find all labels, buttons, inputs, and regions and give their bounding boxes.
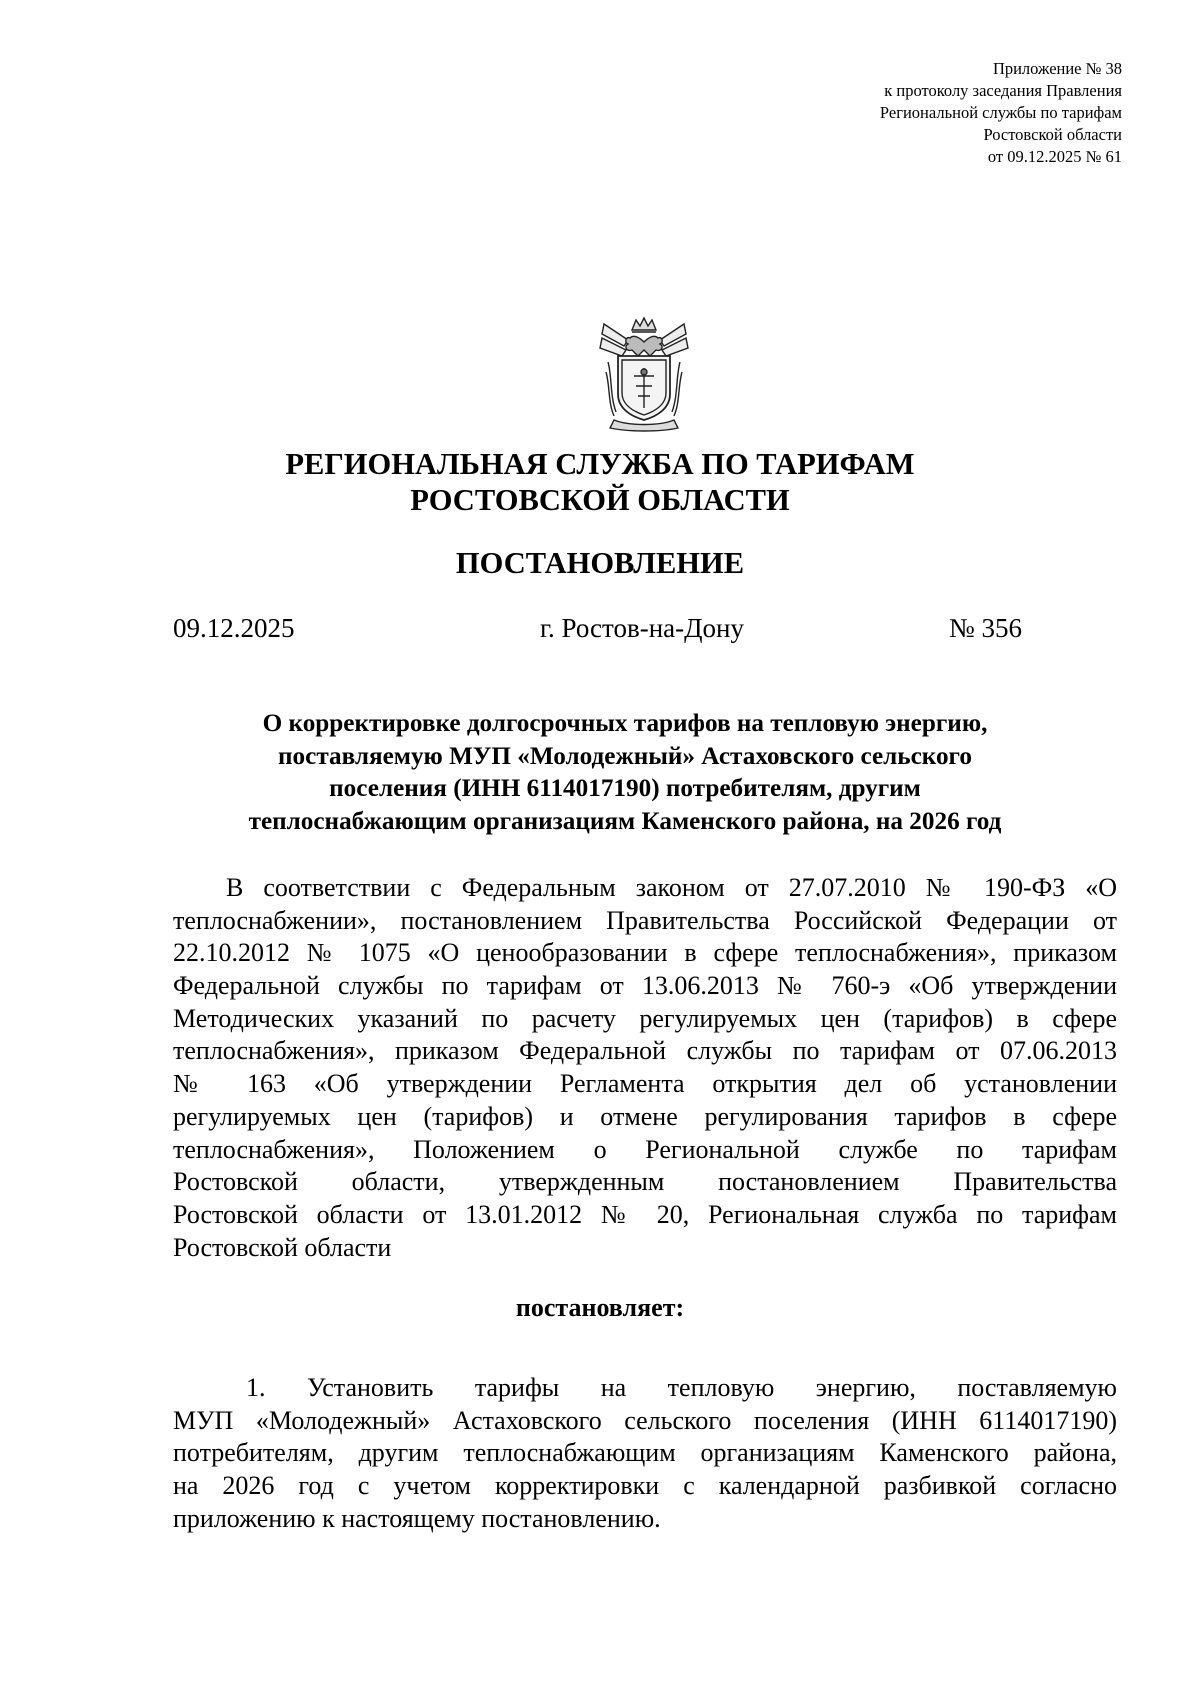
appendix-line: Приложение № 38 [992,59,1122,78]
organization-title-line: РЕГИОНАЛЬНАЯ СЛУЖБА ПО ТАРИФАМ [285,447,915,481]
preamble-line: Методических указаний по расчету регулируемых цен (тарифов) в сфере [173,1003,1117,1033]
resolution-item-1 [173,1372,1117,1535]
item-word: тарифы [474,1373,560,1402]
preamble-line: 22.10.2012 № 1075 «О ценообразовании в сфере теплоснабжения», приказом [173,938,1117,968]
preamble-line: № 163 «Об утверждении Регламента открытия дел об установлении [173,1069,1117,1099]
appendix-line: Региональной службы по тарифам [879,103,1122,122]
coat-of-arms-icon [598,316,690,432]
organization-title [0,446,1200,518]
subject-line: поставляемую МУП «Молодежный» Астаховского сельского [278,742,972,770]
document-city: г. Ростов-на-Дону [540,613,745,643]
preamble-line: теплоснабжения», приказом Федеральной службы по тарифам от 07.06.2013 [173,1036,1117,1066]
subject-line: теплоснабжающим организациям Каменского района, на 2026 год [248,807,1002,835]
item-first-line [173,1372,1117,1405]
item-line: на 2026 год с учетом корректировки с календарной разбивкой согласно [173,1471,1117,1501]
preamble-line: теплоснабжении», постановлением Правительства Российской Федерации от [173,905,1117,935]
item-number: 1. [246,1373,266,1402]
appendix-line: от 09.12.2025 № 61 [987,147,1122,166]
preamble-line: регулируемых цен (тарифов) и отмене регулирования тарифов в сфере [173,1101,1117,1131]
preamble-line: теплоснабжения», Положением о Региональной службе по тарифам [173,1134,1117,1164]
organization-title-line: РОСТОВСКОЙ ОБЛАСТИ [410,483,790,517]
document-date: 09.12.2025 [173,613,295,643]
item-line: потребителям, другим теплоснабжающим организациям Каменского района, [173,1438,1117,1468]
preamble-line: Ростовской области, утвержденным постановлением Правительства [173,1167,1117,1197]
subject-line: поселения (ИНН 6114017190) потребителям, другим [329,775,921,802]
item-word: энергию, [815,1373,916,1402]
preamble-line: Ростовской области от 13.01.2012 № 20, Региональная служба по тарифам [173,1199,1117,1229]
item-line: приложению к настоящему постановлению. [173,1503,661,1533]
document-type: ПОСТАНОВЛЕНИЕ [455,546,745,580]
appendix-line: к протоколу заседания Правления [884,81,1122,100]
preamble-line: В соответствии с Федеральным законом от 27.07.2010 № 190-ФЗ «О [226,873,1117,902]
item-word: поставляемую [957,1373,1117,1402]
preamble-paragraph [173,872,1117,1264]
item-line: МУП «Молодежный» Астаховского сельского поселения (ИНН 6114017190) [173,1405,1117,1435]
document-subject [160,708,1090,838]
item-word: тепловую [667,1373,775,1402]
document-number: № 356 [949,613,1023,643]
resolves-heading: постановляет: [515,1293,685,1322]
appendix-block [880,58,1122,168]
appendix-line: Ростовской области [983,125,1122,144]
item-word: на [600,1373,627,1402]
item-word: Установить [306,1373,434,1402]
preamble-line: Ростовской области [173,1232,392,1262]
subject-line: О корректировке долгосрочных тарифов на тепловую энергию, [262,710,988,737]
preamble-line: Федеральной службы по тарифам от 13.06.2013 № 760-э «Об утверждении [173,971,1117,1001]
